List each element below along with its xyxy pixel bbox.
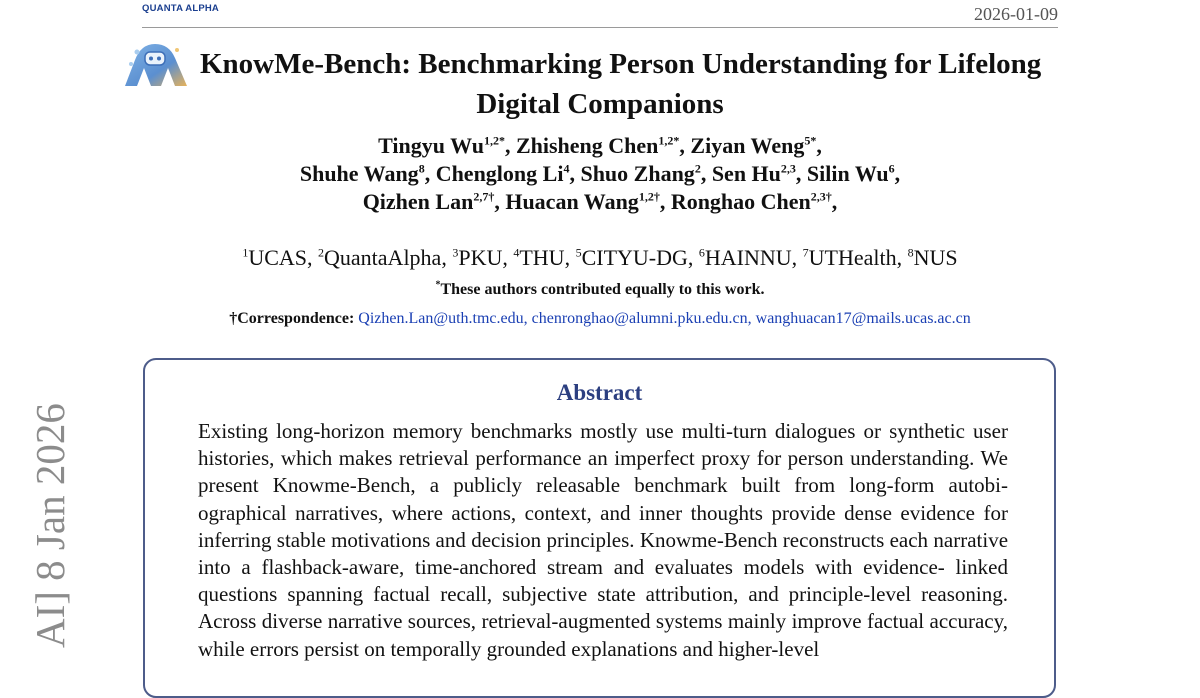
- author-name: Chenglong Li: [435, 161, 564, 186]
- affiliation-mark: 3: [452, 245, 459, 260]
- paper-title: [200, 44, 1042, 124]
- author-name: Ronghao Chen: [670, 189, 811, 214]
- affiliation-name: HAINNU: [704, 245, 792, 270]
- abstract-body: [198, 418, 1008, 663]
- author-line: Tingyu $Wu^{1,2*}$, Zhisheng Chen$^{1,2*}$, Ziyan Weng$^{5*}$,: [378, 133, 822, 158]
- abstract-line: narrative into a flashback-aware, time-anchored stream and evaluates models with evidence-: [198, 527, 1009, 580]
- author-name: Huacan Wang: [505, 189, 639, 214]
- equal-contribution-note: [150, 281, 1050, 299]
- affiliation-name: UTHealth: [808, 245, 897, 270]
- author-name: Sen Hu: [711, 161, 781, 186]
- author-name: Shuhe Wang: [299, 161, 419, 186]
- affiliation-mark: 7: [802, 245, 809, 260]
- equal-contribution-text: These authors contributed equally to this work.: [440, 281, 765, 298]
- header-divider: [142, 27, 1058, 28]
- author-affiliation-mark: 1,2*: [658, 133, 680, 148]
- affiliation-name: QuantaAlpha: [324, 245, 442, 270]
- abstract-line: Existing long-horizon memory benchmarks mostly use multi-turn dialogues or synthetic user: [198, 419, 1008, 443]
- correspondence-label: †Correspondence:: [229, 310, 355, 327]
- abstract-line: reasoning. Across diverse narrative sources, retrieval-augmented systems mainly improve: [198, 582, 1009, 634]
- abstract-box: [143, 358, 1056, 698]
- title-line-2: Digital Companions: [476, 88, 724, 120]
- publication-date: 2026-01-09: [974, 4, 1058, 24]
- author-name: Zhisheng Chen: [515, 133, 659, 158]
- abstract-line: histories, which makes retrieval performance an imperfect proxy for person understanding.: [198, 446, 975, 471]
- author-affiliation-mark: 2,3†: [810, 189, 832, 204]
- author-affiliation-mark: 5*: [804, 133, 817, 148]
- abstract-line: ographical narratives, where actions, context, and inner thoughts provide dense evidence: [198, 500, 976, 525]
- author-affiliation-mark: 2,3: [780, 161, 796, 176]
- knowme-bench-logo-icon: [121, 38, 191, 90]
- arxiv-side-stamp: AI] 8 Jan 2026: [27, 403, 73, 648]
- author-affiliation-mark: 1,2†: [638, 189, 660, 204]
- author-affiliation-mark: 2: [694, 161, 701, 176]
- affiliation-name: THU: [519, 245, 565, 270]
- affiliation-name: PKU: [458, 245, 503, 270]
- affiliation-mark: 6: [698, 245, 705, 260]
- author-line: Qizhen Lan$^{2,7\dagger}$, Huacan Wang$^{1,2\dagger}$, Ronghao Chen$^{2,3\dagger}$,: [362, 189, 838, 214]
- affiliation-mark: 4: [513, 245, 520, 260]
- affiliation-name: NUS: [913, 245, 958, 270]
- author-affiliation-mark: 4: [563, 161, 570, 176]
- brand-name: QUANTA ALPHA: [142, 3, 219, 14]
- author-name: Ziyan Weng: [690, 133, 805, 158]
- affiliation-mark: 8: [907, 245, 914, 260]
- title-line-1: KnowMe-Bench: Benchmarking Person Understanding for Lifelong: [200, 48, 1042, 80]
- affiliation-mark: 5: [575, 245, 582, 260]
- abstract-heading: Abstract: [556, 380, 643, 405]
- author-affiliation-mark: 2,7†: [473, 189, 495, 204]
- author-name: Shuo Zhang: [580, 161, 695, 186]
- author-name: Qizhen Lan: [362, 189, 474, 214]
- author-line: Shuhe Wang$^8$, Chenglong Li$^4$, Shuo Zhang$^2$, Sen Hu$^{2,3}$, Silin Wu$^6$,: [299, 161, 901, 186]
- correspondence-line: [150, 310, 1050, 328]
- abstract-line: for inferring stable motivations and decision principles. Knowme-Bench reconstructs each: [198, 500, 1009, 552]
- author-affiliation-mark: 1,2*: [483, 133, 505, 148]
- author-name: Silin Wu: [806, 161, 889, 186]
- abstract-line: We present Knowme-Bench, a publicly releasable benchmark built from long-form autobi-: [198, 446, 1008, 498]
- affiliation-mark: 1: [242, 245, 249, 260]
- author-affiliation-mark: 6: [888, 161, 895, 176]
- affiliation-list: $^1$UCAS, $^2$QuantaAlpha, $^3$PKU, $^4$THU, $^5$CITYU-DG, $^6$HAINNU, $^7$UTHealth, $^8$NUS: [242, 245, 958, 270]
- abstract-line: linked questions spanning factual recall, subjective state attribution, and principle-level: [198, 555, 1009, 607]
- correspondence-emails[interactable]: Qizhen.Lan@uth.tmc.edu, chenronghao@alumni.pku.edu.cn, wanghuacan17@mails.ucas.ac.cn: [358, 310, 971, 327]
- equal-contribution-mark: *: [435, 279, 441, 291]
- author-name: Tingyu Wu: [378, 133, 484, 158]
- affiliation-name: CITYU-DG: [581, 245, 688, 270]
- affiliation-name: UCAS: [248, 245, 308, 270]
- affiliation-mark: 2: [318, 245, 325, 260]
- author-list: [150, 132, 1050, 216]
- author-affiliation-mark: 8: [418, 161, 425, 176]
- quanta-alpha-logo: [142, 0, 232, 24]
- abstract-line: factual accuracy, while errors persist on temporally grounded explanations and higher-level: [198, 609, 1009, 661]
